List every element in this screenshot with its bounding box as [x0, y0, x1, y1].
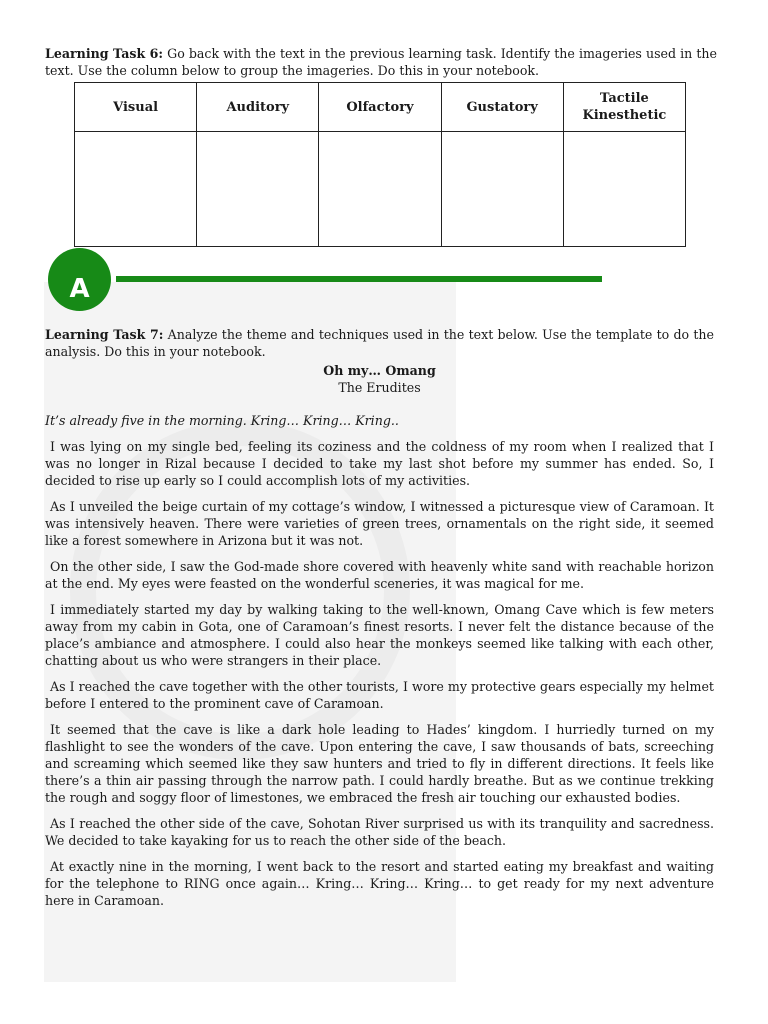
header-visual: Visual: [75, 83, 197, 132]
story-paragraph: As I reached the cave together with the other tourists, I wore my protective gears especially my helmet before I entered to the prominent cave of Caramoan.: [45, 679, 714, 711]
story-paragraph: On the other side, I saw the God-made shore covered with heavenly white sand with reachable horizon at the end. My eyes were feasted on the wonderful sceneries, it was magical for me.: [45, 559, 714, 591]
task7-intro: [45, 326, 714, 360]
header-tactile-kinesthetic: Tactile Kinesthetic: [563, 83, 685, 132]
story-paragraph: As I reached the other side of the cave, Sohotan River surprised us with its tranquility and sacredness. We decided to take kayaking for us to reach the other side of the beach.: [45, 816, 714, 848]
blank-cell-visual: [75, 132, 197, 247]
header-auditory: Auditory: [197, 83, 319, 132]
learning-task-7: [45, 326, 714, 909]
story-paragraph: As I unveiled the beige curtain of my cottage’s window, I witnessed a picturesque view of Caramoan. It was intensively heaven. There were varieties of green trees, ornamentals on the right side, it seemed like a forest somewhere in Arizona but it was not.: [45, 499, 714, 548]
story-paragraph: I immediately started my day by walking taking to the well-known, Omang Cave which is few meters away from my cabin in Gota, one of Caramoan’s finest resorts. I never felt the distance because of the place’s ambiance and atmosphere. I could also hear the monkeys seemed like talking with each other, chatting about us who were strangers in their place.: [45, 602, 714, 668]
task6-label: Learning Task 6:: [45, 46, 164, 61]
header-gustatory: Gustatory: [441, 83, 563, 132]
story-opening: It’s already five in the morning. Kring… Kring… Kring..: [45, 413, 399, 428]
blank-cell-auditory: [197, 132, 319, 247]
task6-text: Go back with the text in the previous learning task. Identify the imageries used in the text. Use the column below to group the imageries. Do this in your notebook.: [45, 46, 717, 78]
section-badge: [48, 248, 111, 311]
imagery-table: [74, 82, 686, 247]
story-title: Oh my… Omang: [323, 363, 436, 378]
section-divider: [116, 276, 602, 282]
story-paragraph: I was lying on my single bed, feeling its coziness and the coldness of my room when I realized that I was no longer in Rizal because I decided to take my last shot before my summer has ended. So, I decided to rise up early so I could accomplish lots of my activities.: [45, 439, 714, 488]
story-paragraph: At exactly nine in the morning, I went back to the resort and started eating my breakfast and waiting for the telephone to RING once again… Kring… Kring… Kring… to get ready for my next adventure here in Caramoan.: [45, 859, 714, 908]
task7-text: Analyze the theme and techniques used in the text below. Use the template to do the analysis. Do this in your notebook.: [45, 327, 714, 359]
blank-cell-olfactory: [319, 132, 441, 247]
learning-task-6: [45, 46, 717, 79]
story-paragraph: It seemed that the cave is like a dark hole leading to Hades’ kingdom. I hurriedly turned on my flashlight to see the wonders of the cave. Upon entering the cave, I saw thousands of bats, screeching and screaming which seemed like they saw hunters and tried to fly in different directions. It feels like there’s a thin air passing through the narrow path. I could hardly breathe. But as we continue trekking the rough and soggy floor of limestones, we embraced the fresh air touching our exhausted bodies.: [45, 722, 714, 805]
story-author: The Erudites: [338, 380, 421, 395]
imagery-blank-row: [75, 132, 686, 247]
task7-label: Learning Task 7:: [45, 327, 164, 342]
blank-cell-tactile: [563, 132, 685, 247]
section-badge-letter: A: [69, 274, 90, 304]
imagery-header-row: [75, 83, 686, 132]
header-olfactory: Olfactory: [319, 83, 441, 132]
blank-cell-gustatory: [441, 132, 563, 247]
